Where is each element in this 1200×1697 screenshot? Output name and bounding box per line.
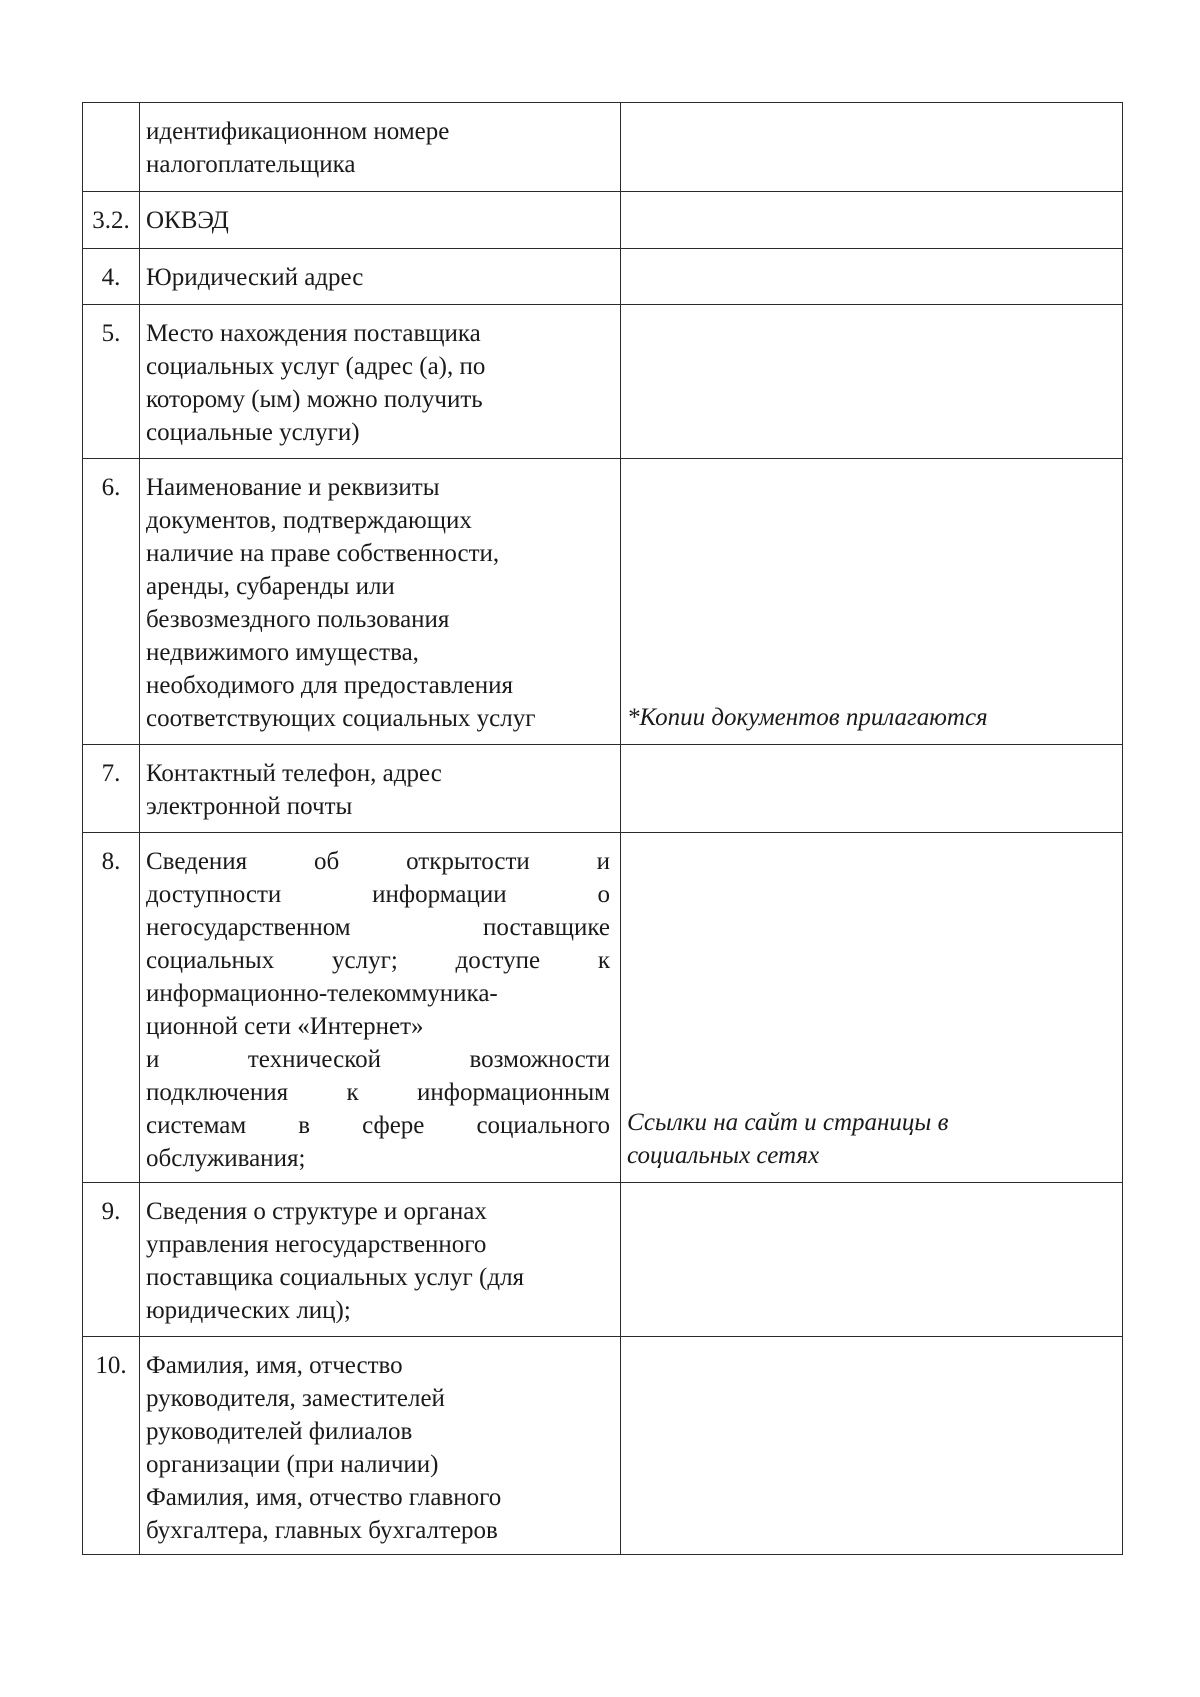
row-value (621, 305, 1123, 459)
row-number: 4. (83, 249, 140, 305)
row-value (621, 249, 1123, 305)
table-row (83, 833, 1123, 1183)
row-value (621, 1337, 1123, 1555)
row-value (621, 745, 1123, 833)
row-label (140, 103, 621, 192)
row-number: 9. (83, 1183, 140, 1337)
label-line: безвозмездного пользования (146, 606, 450, 633)
label-line: руководителей филиалов (146, 1418, 413, 1445)
label-line: Фамилия, имя, отчество главного (146, 1484, 502, 1511)
label-line: системам в сфере социального (146, 1112, 610, 1139)
label-line: ционной сети «Интернет» (146, 1013, 424, 1040)
links-note-line: социальных сетях (627, 1142, 820, 1169)
label-line: доступности информации о (146, 881, 610, 908)
row-label (140, 192, 621, 249)
table-row (83, 745, 1123, 833)
label-line: налогоплательщика (146, 151, 356, 178)
label-line: аренды, субаренды или (146, 573, 395, 600)
row-number: 6. (83, 459, 140, 745)
label-line: Сведения о структуре и органах (146, 1198, 487, 1225)
row-number: 10. (83, 1337, 140, 1555)
label-line: электронной почты (146, 793, 353, 820)
row-number: 7. (83, 745, 140, 833)
table-row (83, 192, 1123, 249)
table-row (83, 1183, 1123, 1337)
label-line: юридических лиц); (146, 1297, 351, 1324)
row-number (83, 103, 140, 192)
label-line: негосударственном поставщике (146, 914, 610, 941)
row-label (140, 1183, 621, 1337)
row-number: 5. (83, 305, 140, 459)
attachments-note: *Копии документов прилагаются (627, 704, 988, 731)
table-row (83, 459, 1123, 745)
label-line: документов, подтверждающих (146, 507, 472, 534)
label-line: социальных услуг (адрес (а), по (146, 353, 486, 380)
label-line: наличие на праве собственности, (146, 540, 500, 567)
label-line: социальные услуги) (146, 419, 360, 446)
label-line: идентификационном номере (146, 118, 450, 145)
row-label (140, 305, 621, 459)
label-line: необходимого для предоставления (146, 672, 514, 699)
label-line: Наименование и реквизиты (146, 474, 440, 501)
row-label (140, 745, 621, 833)
label-line: соответствующих социальных услуг (146, 705, 536, 732)
links-note-line: Ссылки на сайт и страницы в (627, 1109, 949, 1136)
row-label (140, 1337, 621, 1555)
label-line: поставщика социальных услуг (для (146, 1264, 525, 1291)
label-line: Юридический адрес (146, 264, 364, 291)
row-value (621, 103, 1123, 192)
label-line: подключения к информационным (146, 1079, 610, 1106)
label-line: бухгалтера, главных бухгалтеров (146, 1517, 498, 1544)
label-line: информационно-телекоммуника- (146, 980, 498, 1007)
label-line: управления негосударственного (146, 1231, 487, 1258)
row-label (140, 249, 621, 305)
label-line: Сведения об открытости и (146, 848, 610, 875)
label-line: организации (при наличии) (146, 1451, 439, 1478)
label-line: Контактный телефон, адрес (146, 760, 442, 787)
row-label (140, 833, 621, 1183)
label-line: недвижимого имущества, (146, 639, 419, 666)
label-line: Фамилия, имя, отчество (146, 1352, 403, 1379)
row-number: 3.2. (83, 192, 140, 249)
row-value (621, 192, 1123, 249)
table-row (83, 103, 1123, 192)
row-value (621, 1183, 1123, 1337)
label-line: и технической возможности (146, 1046, 610, 1073)
row-label (140, 459, 621, 745)
label-line: Место нахождения поставщика (146, 320, 481, 347)
provider-info-table (82, 102, 1123, 1555)
row-number: 8. (83, 833, 140, 1183)
table-row (83, 305, 1123, 459)
table-row (83, 1337, 1123, 1555)
label-line: обслуживания; (146, 1145, 306, 1172)
table-row (83, 249, 1123, 305)
label-line: которому (ым) можно получить (146, 386, 483, 413)
label-line: руководителя, заместителей (146, 1385, 445, 1412)
row-value (621, 459, 1123, 745)
row-value (621, 833, 1123, 1183)
label-line: ОКВЭД (146, 207, 229, 234)
label-line: социальных услуг; доступе к (146, 947, 610, 974)
